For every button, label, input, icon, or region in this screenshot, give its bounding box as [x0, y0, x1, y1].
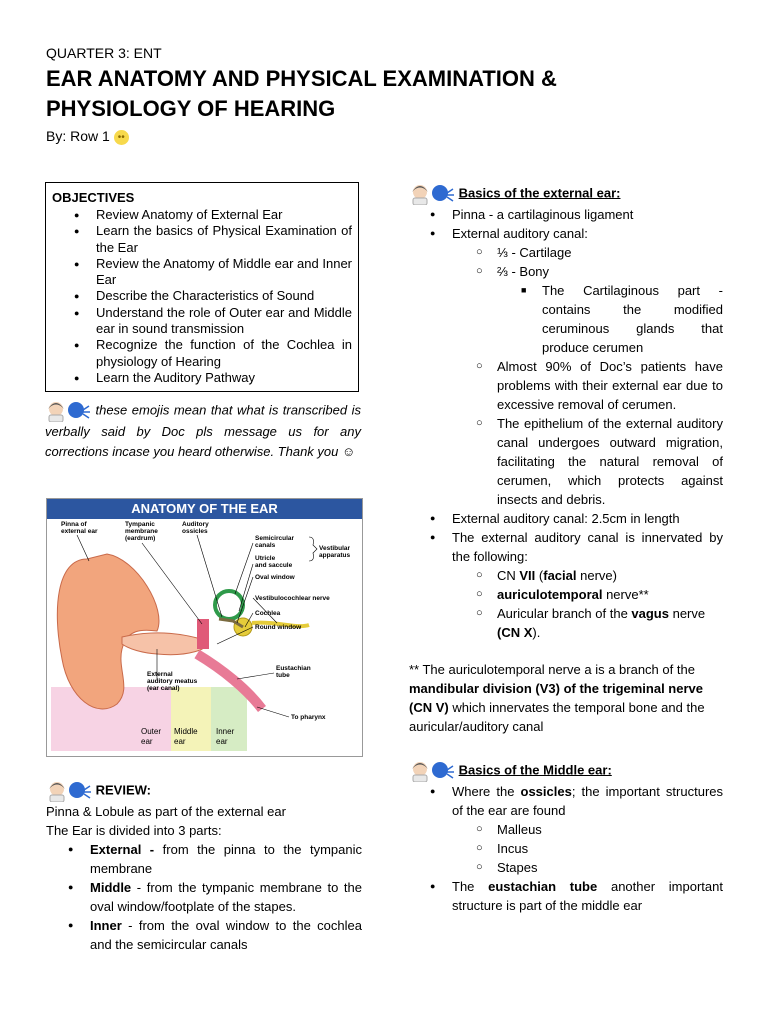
emoji-note: [45, 400, 361, 462]
label-eustachian: Eustachian tube: [276, 665, 311, 679]
eus-c: another important structure is part of the middle ear: [452, 879, 723, 913]
footnote: [409, 660, 723, 736]
ossicle-item: ○ Malleus: [409, 820, 723, 839]
label-pharynx: To pharynx: [291, 714, 326, 721]
doctor-emoji-icon: [409, 760, 455, 782]
vagus-d: (CN X: [497, 625, 533, 640]
objectives-list: [52, 207, 352, 386]
eus-b: eustachian tube: [488, 879, 598, 894]
smiley-icon: ••: [114, 130, 129, 145]
page-title: [46, 64, 666, 124]
sub-third: ○ ⅓ - Cartilage: [409, 243, 723, 262]
external-ear-section: [409, 183, 723, 642]
ear-part-text: - from the tympanic membrane to the oval window/footplate of the stapes.: [90, 880, 362, 914]
vagus-b: vagus: [631, 606, 669, 621]
sub-twothirds: ○ ⅔ - Bony: [409, 262, 723, 281]
middle-heading: Basics of the Middle ear:: [458, 762, 612, 778]
sub-epithelium: ○ The epithelium of the external auditory canal undergoes outward migration, facilitating the natural removal of cerumen, which protects against insects and debris.: [409, 414, 723, 509]
quarter-label: QUARTER 3: ENT: [46, 45, 162, 61]
objective-item: ● Review Anatomy of External Ear: [52, 207, 352, 223]
label-middle-ear: Middle ear: [174, 727, 198, 746]
label-pinna: Pinna of external ear: [61, 521, 98, 535]
objectives-heading: OBJECTIVES: [52, 190, 135, 205]
byline: [46, 128, 129, 145]
where-c: ; the important structures of the ear are found: [452, 784, 724, 818]
label-oval-window: Oval window: [255, 574, 295, 581]
label-semicircular: Semicircular canals: [255, 535, 295, 549]
objective-item: ● Learn the Auditory Pathway: [52, 370, 352, 386]
label-inner-ear: Inner ear: [216, 727, 235, 746]
label-outer-ear: Outer ear: [141, 727, 162, 746]
cn7-a: CN: [497, 568, 520, 583]
footnote-c: which innervates the temporal bone and the auricular/auditory canal: [409, 700, 705, 734]
footnote-rest: [409, 679, 723, 736]
external-heading: Basics of the external ear:: [458, 185, 621, 201]
label-ossicles: Auditory ossicles: [182, 521, 209, 535]
byline-text: By: Row 1: [46, 128, 110, 144]
eus-a: The: [452, 879, 489, 894]
sub-cn7: [409, 566, 723, 585]
doctor-emoji-icon: [45, 400, 91, 422]
figure-title: ANATOMY OF THE EAR: [47, 499, 362, 519]
middle-heading-row: [409, 760, 723, 782]
ear-anatomy-diagram: [47, 519, 362, 756]
title-line-1: EAR ANATOMY AND PHYSICAL EXAMINATION &: [46, 66, 557, 91]
where-a: Where the: [452, 784, 521, 799]
bullet-ossicles: [409, 782, 723, 820]
title-line-2: PHYSIOLOGY OF HEARING: [46, 96, 336, 121]
review-line-2: The Ear is divided into 3 parts:: [46, 823, 222, 838]
ear-part-term: Middle: [90, 880, 132, 895]
ear-part-term: Inner: [90, 918, 122, 933]
auric-b: nerve**: [602, 587, 649, 602]
objective-item: ● Recognize the function of the Cochlea in physiology of Hearing: [52, 337, 352, 370]
sub-auriculotemporal: [409, 585, 723, 604]
objectives-box: [45, 182, 359, 392]
label-tympanic: Tympanic membrane (eardrum): [125, 521, 158, 542]
bullet-eustachian: [409, 877, 723, 915]
cn7-d: facial: [543, 568, 577, 583]
objective-item: ● Describe the Characteristics of Sound: [52, 288, 352, 304]
ear-part-term: External -: [90, 842, 155, 857]
review-heading: REVIEW:: [95, 782, 152, 798]
emoji-note-text: these emojis mean that what is transcribed is verbally said by Doc pls message us for any corrections incase you heard otherwise. Thank you ☺: [45, 402, 361, 459]
where-b: ossicles: [520, 784, 572, 799]
label-utricle: Utricle and saccule: [255, 555, 293, 569]
label-vestibular: Vestibular apparatus: [319, 545, 351, 559]
footnote-line-a: ** The auriculotemporal nerve a is a branch of the: [409, 662, 695, 677]
sub-ninety-percent: ○ Almost 90% of Doc’s patients have problems with their external ear due to excessive removal of cerumen.: [409, 357, 723, 414]
doctor-emoji-icon: [46, 780, 92, 802]
middle-ear-section: [409, 760, 723, 915]
ear-anatomy-figure: [46, 498, 363, 757]
ear-part-item: [46, 840, 362, 878]
objective-item: ● Review the Anatomy of Middle ear and Inner Ear: [52, 256, 352, 289]
ear-parts-list: [46, 840, 362, 954]
vagus-c: nerve: [668, 606, 706, 621]
sub-vagus: [409, 604, 723, 642]
sub-cartilaginous: ■ The Cartilaginous part - contains the modified ceruminous glands that produce cerumen: [409, 281, 723, 357]
cn7-b: VII: [519, 568, 536, 583]
vagus-e: ).: [532, 625, 541, 640]
review-heading-row: [46, 780, 362, 802]
label-round-window: Round window: [255, 624, 302, 631]
vagus-a: Auricular branch of the: [497, 606, 632, 621]
ossicle-item: ○ Incus: [409, 839, 723, 858]
footnote-bold: mandibular division (V3) of the trigeminal nerve (CN V): [409, 681, 703, 715]
bullet-pinna: ● Pinna - a cartilaginous ligament: [409, 205, 723, 224]
review-section: [46, 780, 362, 954]
ossicle-item: ○ Stapes: [409, 858, 723, 877]
ear-part-item: [46, 916, 362, 954]
bullet-length: ● External auditory canal: 2.5cm in length: [409, 509, 723, 528]
objective-item: ● Understand the role of Outer ear and Middle ear in sound transmission: [52, 305, 352, 338]
label-cochlea: Cochlea: [255, 610, 281, 617]
auric-a: auriculotemporal: [497, 587, 603, 602]
doctor-emoji-icon: [409, 183, 455, 205]
cn7-c: (: [535, 568, 544, 583]
review-line-1: Pinna & Lobule as part of the external ear: [46, 804, 286, 819]
ear-part-item: [46, 878, 362, 916]
label-vestibulocochlear: Vestibulocochlear nerve: [255, 595, 330, 602]
cn7-e: nerve): [576, 568, 617, 583]
bullet-innervated: ● The external auditory canal is innervated by the following:: [409, 528, 723, 566]
label-meatus: External auditory meatus (ear canal): [147, 671, 198, 692]
bullet-canal: ● External auditory canal:: [409, 224, 723, 243]
external-heading-row: [409, 183, 723, 205]
objective-item: ● Learn the basics of Physical Examination of the Ear: [52, 223, 352, 256]
ear-part-text: from the pinna to the tympanic membrane: [90, 842, 362, 876]
ear-part-text: - from the oval window to the cochlea and the semicircular canals: [90, 918, 362, 952]
